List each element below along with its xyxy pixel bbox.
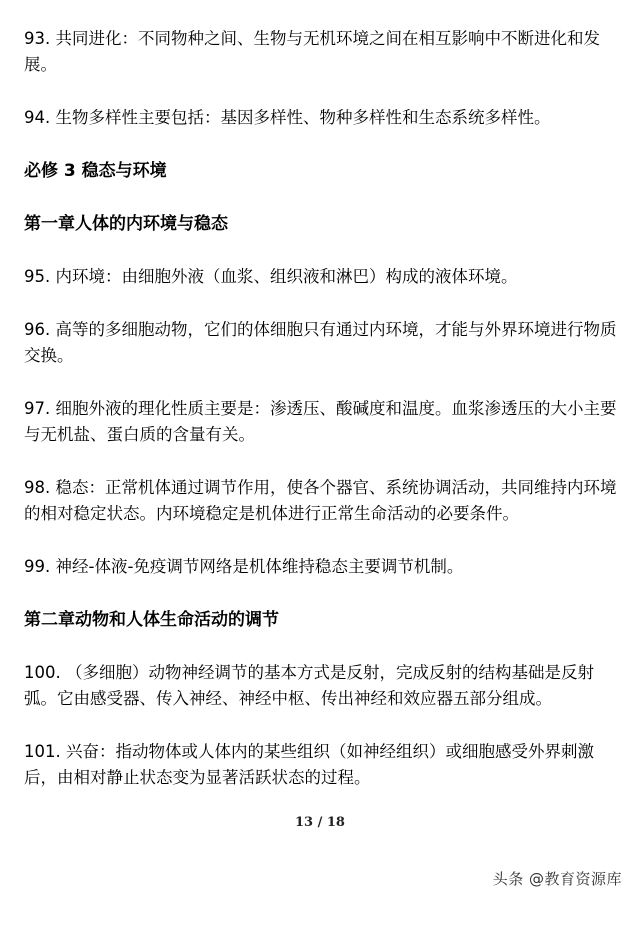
item-100: 100. （多细胞）动物神经调节的基本方式是反射，完成反射的结构基础是反射弧。它由感受器、传入神经、神经中枢、传出神经和效应器五部分组成。: [24, 663, 594, 708]
chapter-heading-2: 第二章动物和人体生命活动的调节: [24, 610, 279, 630]
item-98: 98. 稳态：正常机体通过调节作用，使各个器官、系统协调活动，共同维持内环境的相对稳定状态。内环境稳定是机体进行正常生命活动的必要条件。: [24, 478, 617, 523]
section-heading-compulsory-3: 必修 3 稳态与环境: [24, 161, 167, 181]
item-97: 97. 细胞外液的理化性质主要是：渗透压、酸碱度和温度。血浆渗透压的大小主要与无机盐、蛋白质的含量有关。: [24, 399, 617, 444]
item-94: 94. 生物多样性主要包括：基因多样性、物种多样性和生态系统多样性。: [24, 108, 551, 127]
item-95: 95. 内环境：由细胞外液（血浆、组织液和淋巴）构成的液体环境。: [24, 267, 518, 286]
chapter-heading-1: 第一章人体的内环境与稳态: [24, 214, 228, 234]
item-99: 99. 神经-体液-免疫调节网络是机体维持稳态主要调节机制。: [24, 557, 464, 576]
item-101: 101. 兴奋：指动物体或人体内的某些组织（如神经组织）或细胞感受外界刺激后，由相对静止状态变为显著活跃状态的过程。: [24, 742, 594, 787]
page-number: 13 / 18: [295, 815, 345, 830]
item-96: 96. 高等的多细胞动物，它们的体细胞只有通过内环境，才能与外界环境进行物质交换。: [24, 320, 617, 365]
watermark-text: 头条 @教育资源库: [492, 870, 622, 888]
document-body: [24, 26, 620, 791]
item-93: 93. 共同进化：不同物种之间、生物与无机环境之间在相互影响中不断进化和发展。: [24, 29, 600, 74]
